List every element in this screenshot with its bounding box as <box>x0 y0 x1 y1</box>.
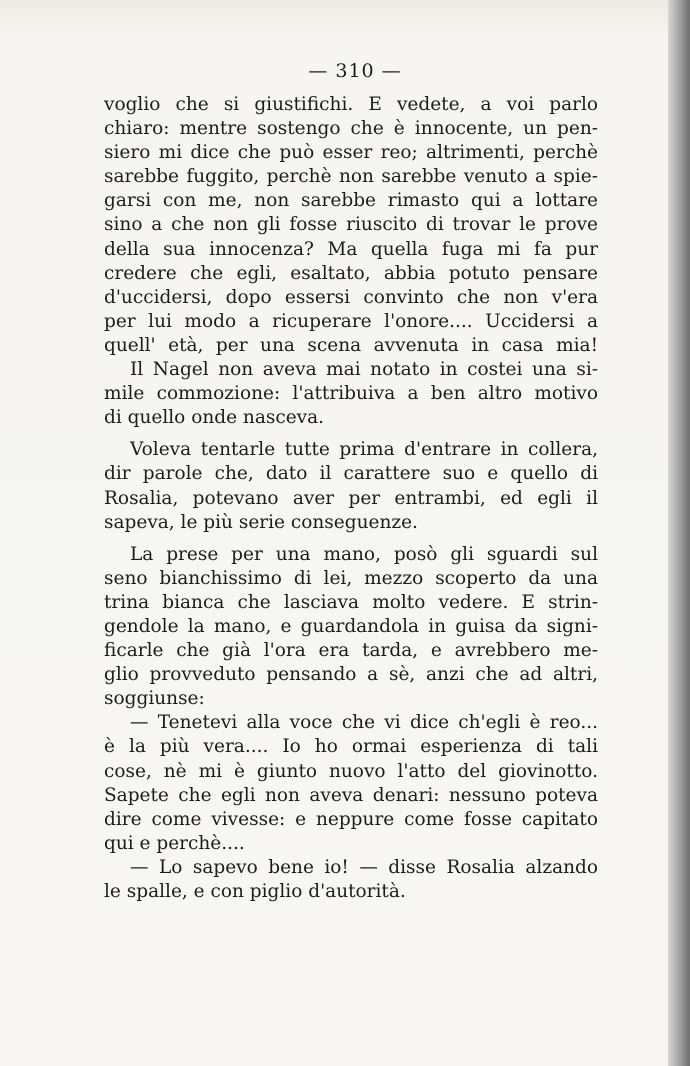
text-line: Voleva tentarle tutte prima d'entrare in collera, <box>130 439 598 461</box>
text-line: sino a che non gli fosse riuscito di trovar le prove <box>104 214 598 236</box>
text-line: chiaro: mentre sostengo che è innocente, un pen- <box>104 118 598 140</box>
paragraph <box>104 856 598 904</box>
text-line: dire come vivesse: e neppure come fosse capitato <box>104 808 598 830</box>
text-line: trina bianca che lasciava molto vedere. E strin- <box>104 591 598 613</box>
text-line: di quello onde nasceva. <box>104 407 325 429</box>
text-line: Il Nagel non aveva mai notato in costei una si- <box>130 359 598 381</box>
text-line: siero mi dice che può esser reo; altrimenti, perchè <box>104 142 598 164</box>
body-text <box>104 93 598 904</box>
text-line: garsi con me, non sarebbe rimasto qui a lottare <box>104 190 598 212</box>
text-line: glio provveduto pensando a sè, anzi che ad altri, <box>104 664 598 686</box>
text-line: della sua innocenza? Ma quella fuga mi fa pur <box>104 238 598 260</box>
text-line: — Lo sapevo bene io! — disse Rosalia alzando <box>130 856 598 878</box>
page-number: — 310 — <box>308 60 402 82</box>
text-line: Rosalia, potevano aver per entrambi, ed egli il <box>104 487 598 509</box>
text-line: ficarle che già l'ora era tarda, e avrebbero me- <box>104 640 598 662</box>
paragraph <box>104 93 598 358</box>
paragraph <box>104 711 598 856</box>
text-line: credere che egli, esaltato, abbia potuto pensare <box>104 262 598 284</box>
paragraph <box>104 438 598 534</box>
text-line: sapeva, le più serie conseguenze. <box>104 511 418 533</box>
text-line: è la più vera.... Io ho ormai esperienza di tali <box>104 736 598 758</box>
text-line: per lui modo a ricuperare l'onore.... Uccidersi a <box>104 310 598 332</box>
text-line: voglio che si giustifichi. E vedete, a voi parlo <box>104 94 598 115</box>
text-line: le spalle, e con piglio d'autorità. <box>104 881 406 902</box>
text-line: quell' età, per una scena avvenuta in casa mia! <box>104 334 598 356</box>
text-line: La prese per una mano, posò gli sguardi sul <box>130 543 598 565</box>
text-line: gendole la mano, e guardandola in guisa da signi- <box>104 615 598 637</box>
text-line: dir parole che, dato il carattere suo e quello di <box>104 463 598 485</box>
page-edge-shadow <box>668 0 690 1066</box>
text-line: qui e perchè.... <box>104 832 245 854</box>
text-line: sarebbe fuggito, perchè non sarebbe venuto a spie- <box>104 166 598 188</box>
paragraph <box>104 543 598 712</box>
text-line: mile commozione: l'attribuiva a ben altro motivo <box>104 383 598 405</box>
text-line: soggiunse: <box>104 688 205 710</box>
text-line: d'uccidersi, dopo essersi convinto che non v'era <box>104 286 598 308</box>
paragraph-gap <box>104 430 598 438</box>
text-line: seno bianchissimo di lei, mezzo scoperto da una <box>104 567 598 589</box>
text-line: Sapete che egli non aveva denari: nessuno poteva <box>104 784 598 806</box>
text-line: — Tenetevi alla voce che vi dice ch'egli è reo... <box>130 712 598 734</box>
paragraph-gap <box>104 535 598 543</box>
paragraph <box>104 358 598 430</box>
text-line: cose, nè mi è giunto nuovo l'atto del giovinotto. <box>104 760 598 782</box>
